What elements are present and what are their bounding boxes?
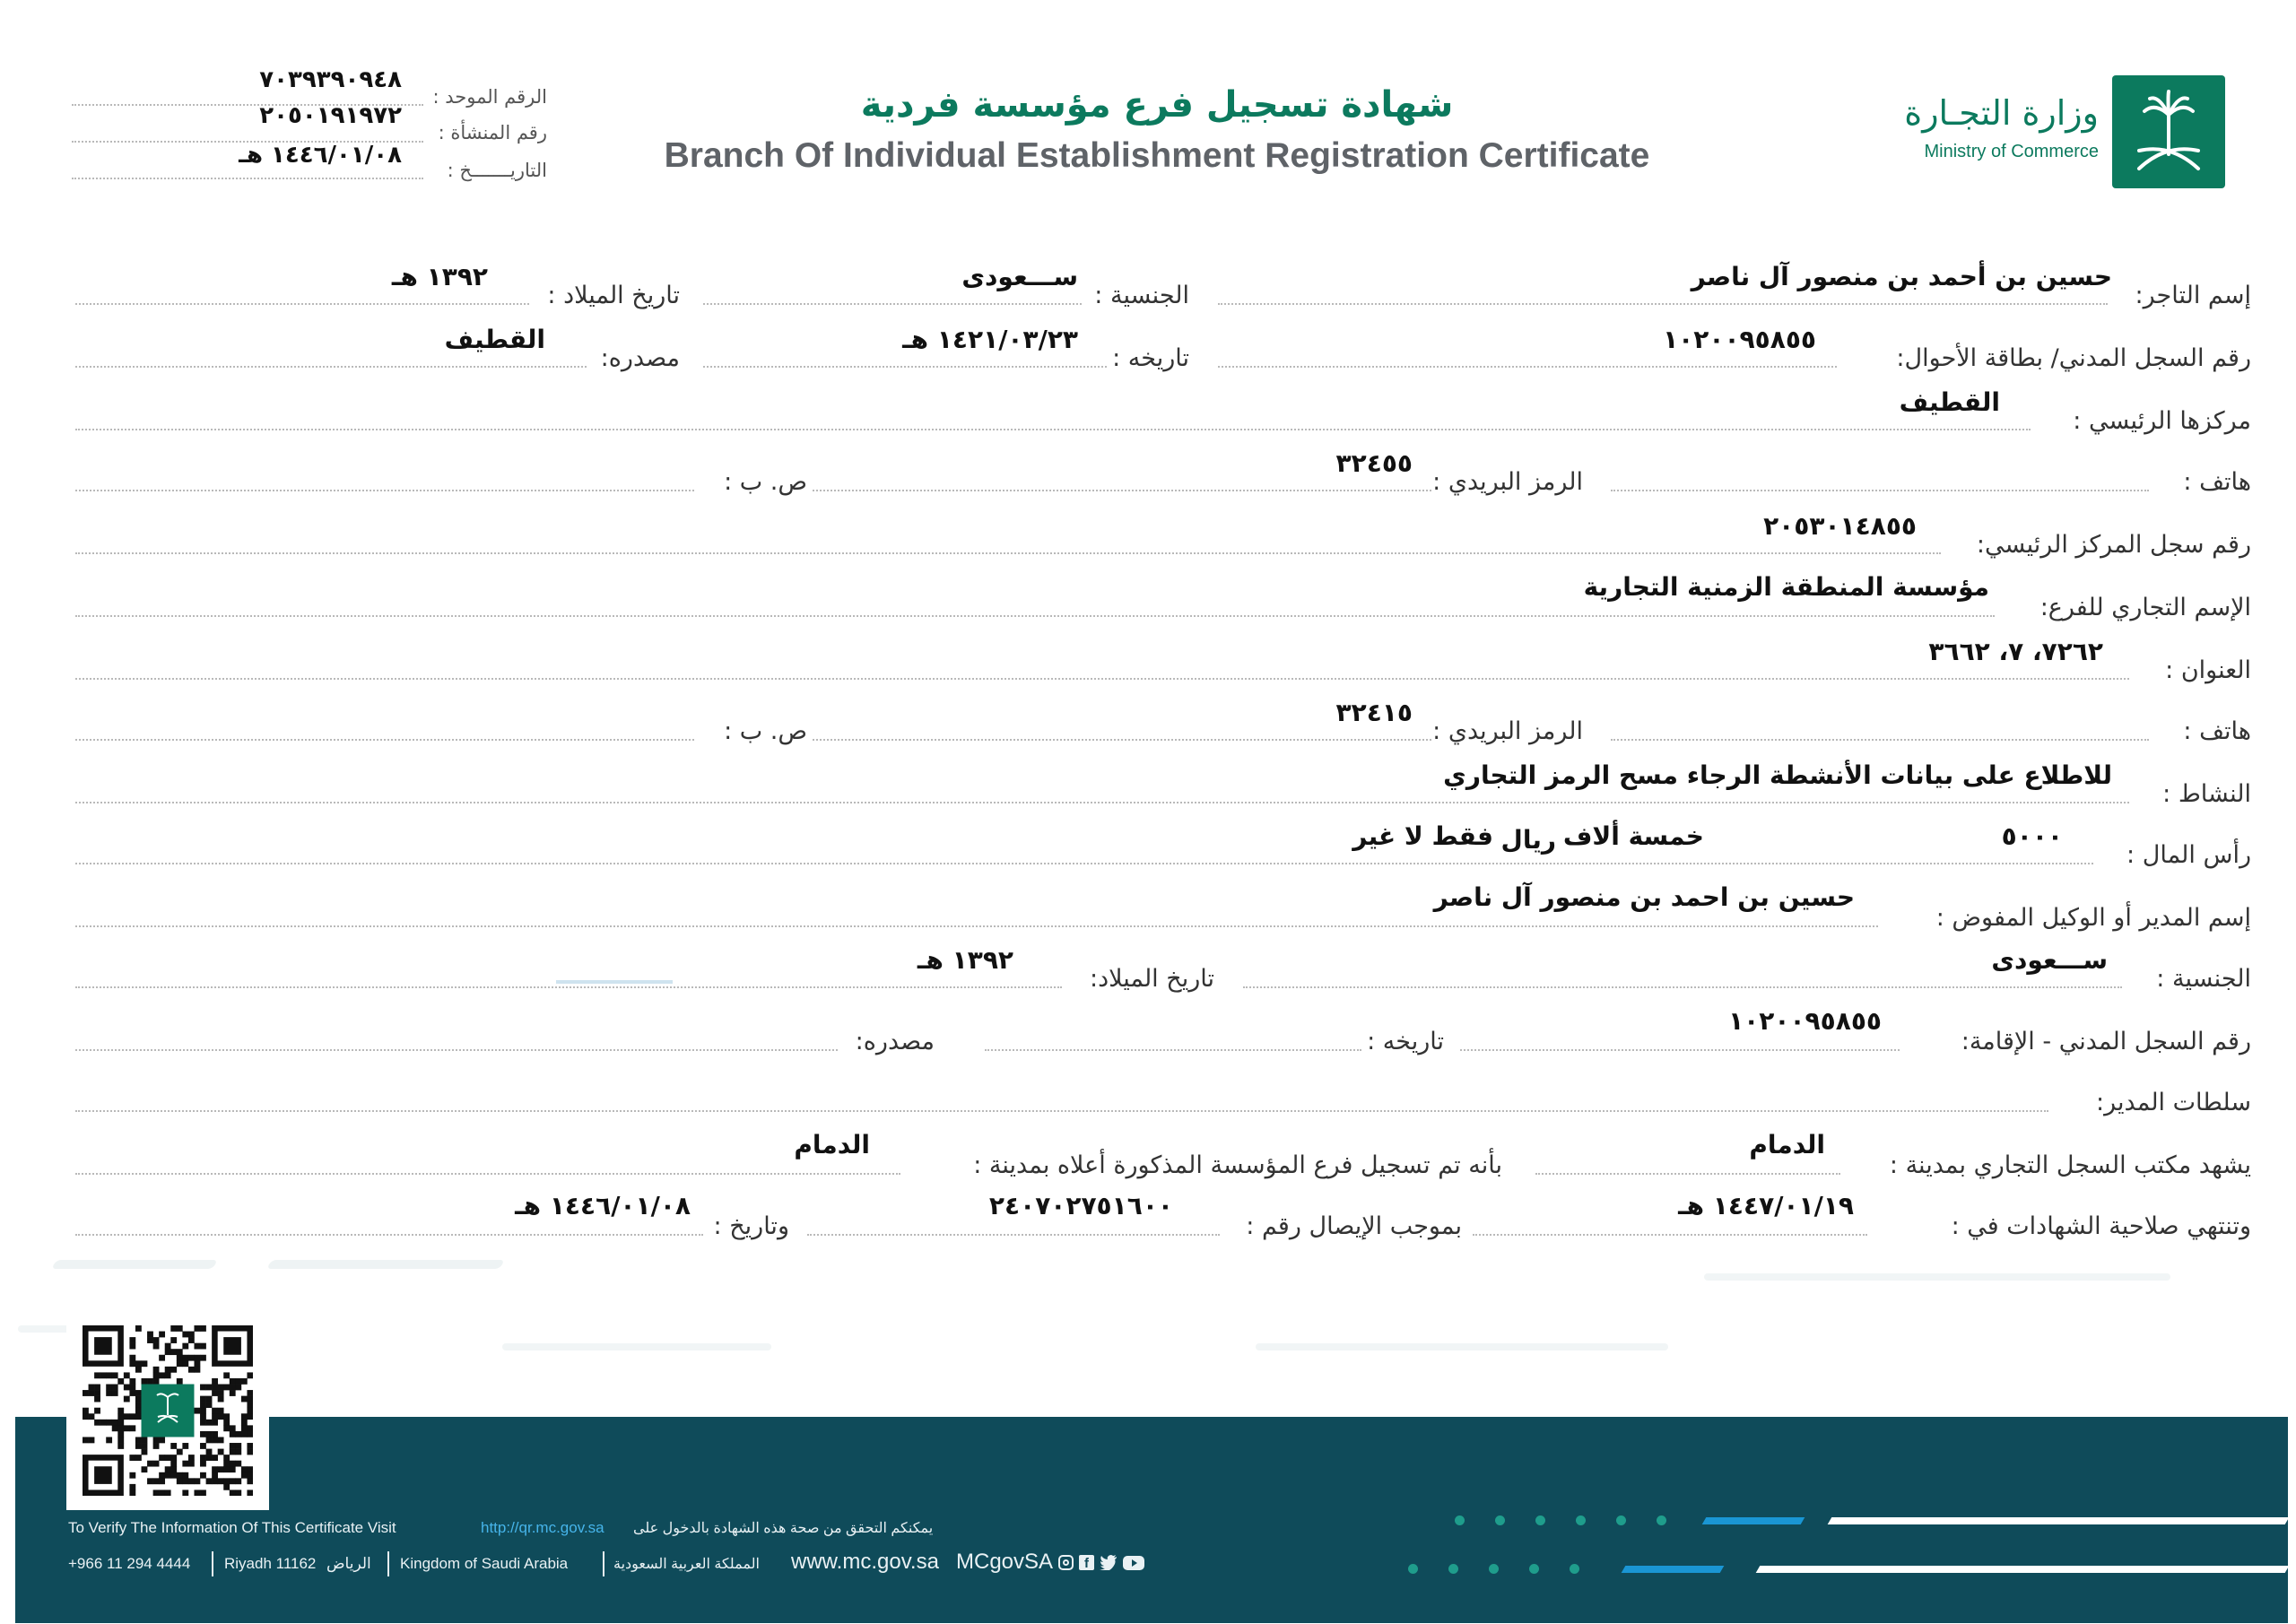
manager-source-label: مصدره: (855, 1028, 935, 1055)
civil-id-date-label: تاريخه : (1112, 344, 1189, 372)
footer-country-en: Kingdom of Saudi Arabia (400, 1555, 569, 1572)
birth-date-label: تاريخ الميلاد : (547, 282, 680, 309)
unified-number: ٧٠٣٩٣٩٠٩٤٨ (259, 66, 402, 93)
qr-code-card[interactable] (66, 1311, 269, 1510)
branch-trade-name-label: الإسم التجاري للفرع: (2039, 594, 2251, 621)
postal-code2: ٣٢٤١٥ (1335, 698, 1413, 727)
emblem-icon (2112, 75, 2225, 188)
nationality-label: الجنسية : (1094, 282, 1189, 309)
po-box2-label: ص. ب : (724, 717, 807, 745)
date-label: التاريـــــــخ : (447, 160, 547, 181)
receipt-date-label: وتاريخ : (713, 1212, 789, 1240)
expiry: ١٤٤٧/٠١/١٩ هـ (1678, 1191, 1854, 1220)
instagram-icon[interactable] (1058, 1555, 1074, 1570)
registered-city: الدمام (794, 1130, 870, 1159)
facebook-icon[interactable]: f (1079, 1555, 1094, 1570)
footer-website[interactable]: www.mc.gov.sa (791, 1550, 939, 1574)
unified-number-label: الرقم الموحد : (432, 86, 547, 108)
address: ٧٢٦٢، ٧، ٣٦٦٢ (1928, 637, 2103, 666)
main-center: القطيف (1899, 387, 2000, 417)
po-box-label: ص. ب : (724, 468, 807, 496)
capital-number: ٥٠٠٠ (2001, 821, 2063, 851)
capital-words: خمسة ألاف (1562, 821, 1704, 851)
footer-phone: +966 11 294 4444 (68, 1555, 191, 1572)
birth-date: ١٣٩٢ هـ (391, 262, 488, 291)
branch-trade-name: مؤسسة المنطقة الزمنية التجارية (1583, 572, 1989, 602)
manager-id-label: رقم السجل المدني - الإقامة: (1961, 1028, 2251, 1055)
main-center-label: مركزها الرئيسي : (2073, 407, 2251, 435)
establishment-number-label: رقم المنشأة : (438, 122, 547, 143)
verify-text-en: To Verify The Information Of This Certificate Visit (68, 1519, 396, 1536)
merchant-name: حسين بن أحمد بن منصور آل ناصر (1691, 262, 2112, 291)
establishment-number: ٢٠٥٠١٩١٩٧٢ (259, 102, 402, 129)
office-city-label: يشهد مكتب السجل التجاري بمدينة : (1889, 1151, 2251, 1179)
phone-label: هاتف : (2183, 468, 2251, 496)
verify-text-ar: يمكنكم التحقق من صحة هذه الشهادة بالدخول على (633, 1521, 934, 1536)
twitter-icon[interactable] (1100, 1555, 1118, 1570)
certificate-title-en: Branch Of Individual Establishment Registration Certificate (664, 136, 1650, 175)
manager-nationality-label: الجنسية : (2156, 965, 2251, 993)
civil-id-date: ١٤٢١/٠٣/٢٣ هـ (902, 325, 1078, 354)
footer-city-en: Riyadh 11162 (224, 1555, 317, 1572)
ministry-name-ar: وزارة التجـارة (1904, 93, 2099, 133)
nationality: ســـعودى (961, 262, 1078, 291)
registered-label: بأنه تم تسجيل فرع المؤسسة المذكورة أعلاه بمدينة : (973, 1151, 1502, 1179)
footer-country-ar: المملكة العربية السعودية (613, 1557, 760, 1572)
manager-id-date-label: تاريخه : (1367, 1028, 1444, 1055)
receipt-date: ١٤٤٦/٠١/٠٨ هـ (515, 1191, 691, 1220)
verify-url[interactable]: http://qr.mc.gov.sa (481, 1519, 604, 1536)
expiry-label: وتنتهي صلاحية الشهادات في : (1951, 1212, 2251, 1240)
civil-id-label: رقم السجل المدني/ بطاقة الأحوال: (1896, 344, 2251, 372)
postal-code-label: الرمز البريدي : (1432, 468, 1583, 496)
qr-code[interactable] (83, 1325, 253, 1496)
postal-code2-label: الرمز البريدي : (1432, 717, 1583, 745)
capital-suffix: فقط لا غير (1352, 821, 1493, 851)
ministry-name-en: Ministry of Commerce (1924, 142, 2099, 161)
header-date: ١٤٤٦/٠١/٠٨ هـ (239, 142, 402, 169)
phone2-label: هاتف : (2183, 717, 2251, 745)
address-label: العنوان : (2165, 656, 2251, 684)
activity-label: النشاط : (2162, 780, 2251, 808)
manager-nationality: ســـعودى (1991, 945, 2108, 975)
receipt: ٢٤٠٧٠٢٧٥١٦٠٠ (988, 1191, 1173, 1220)
manager-birth-label: تاريخ الميلاد: (1089, 965, 1214, 993)
postal-code: ٣٢٤٥٥ (1335, 448, 1413, 478)
manager-name-label: إسم المدير أو الوكيل المفوض : (1935, 904, 2251, 932)
manager-powers-label: سلطات المدير: (2096, 1089, 2251, 1116)
manager-id: ١٠٢٠٠٩٥٨٥٥ (1728, 1006, 1882, 1036)
footer-handle[interactable]: MCgovSA (956, 1550, 1054, 1574)
footer-city-ar: الرياض (326, 1555, 371, 1572)
office-city: الدمام (1749, 1130, 1825, 1159)
activity: للاطلاع على بيانات الأنشطة الرجاء مسح الرمز التجاري (1443, 760, 2112, 790)
certificate-title-ar: شهادة تسجيل فرع مؤسسة فردية (860, 84, 1454, 126)
capital-currency: ريال (1500, 825, 1556, 855)
civil-id: ١٠٢٠٠٩٥٨٥٥ (1663, 325, 1816, 354)
manager-birth: ١٣٩٢ هـ (917, 945, 1013, 975)
source: القطيف (444, 325, 545, 354)
main-cr-label: رقم سجل المركز الرئيسي: (1976, 531, 2251, 559)
youtube-icon[interactable] (1123, 1556, 1144, 1570)
manager-name: حسين بن احمد بن منصور آل ناصر (1433, 882, 1855, 912)
receipt-label: بموجب الإيصال رقم : (1246, 1212, 1462, 1240)
merchant-name-label: إسم التاجر: (2135, 282, 2251, 309)
main-cr: ٢٠٥٣٠١٤٨٥٥ (1763, 511, 1917, 541)
capital-label: رأس المال : (2126, 841, 2251, 869)
source-label: مصدره: (600, 344, 680, 372)
